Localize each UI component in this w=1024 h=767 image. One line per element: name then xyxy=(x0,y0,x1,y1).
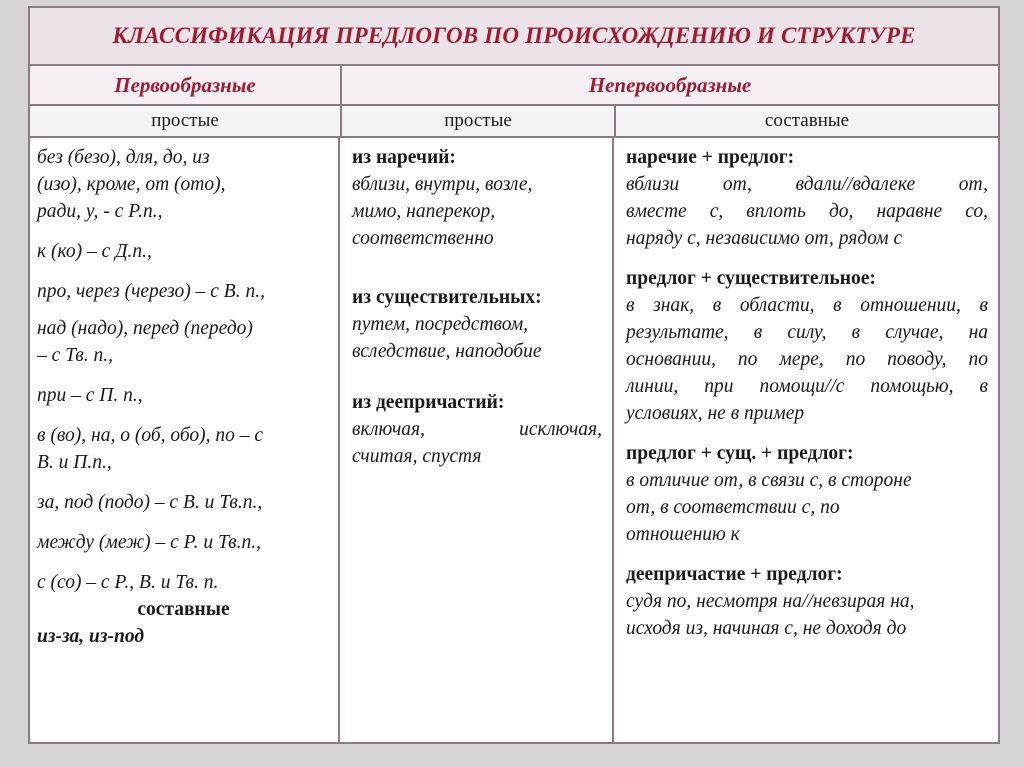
group2-heading: предлог + существительное: xyxy=(626,268,876,289)
column-primary xyxy=(30,138,340,742)
gerunds-line: включая, исключая, xyxy=(352,419,602,440)
nouns-line: путем, посредством, xyxy=(352,314,529,335)
primary-line: в (во), на, о (об, обо), по – с xyxy=(37,425,264,446)
compound-list: из-за, из-под xyxy=(37,626,145,647)
header-primary: Первообразные xyxy=(30,66,342,106)
group3-heading: предлог + сущ. + предлог: xyxy=(626,443,854,464)
compound-label: составные xyxy=(137,599,230,620)
adverbs-heading: из наречий: xyxy=(352,147,456,168)
primary-line: при – с П. п., xyxy=(37,385,143,406)
group2-line: результате, в силу, в случае, на xyxy=(626,322,988,343)
group2-line: основании, по мере, по поводу, по xyxy=(626,349,988,370)
subheader-nonprimary-compound: составные xyxy=(616,106,998,138)
group4-heading: деепричастие + предлог: xyxy=(626,564,843,585)
adverbs-line: соответственно xyxy=(352,228,494,249)
group4-line: исходя из, начиная с, не доходя до xyxy=(626,618,907,639)
group3-line: от, в соответствии с, по xyxy=(626,497,840,518)
group1-line: вместе с, вплоть до, наравне со, xyxy=(626,201,988,222)
header-nonprimary: Непервообразные xyxy=(342,66,998,106)
primary-line: (изо), кроме, от (ото), xyxy=(37,174,226,195)
subheader-primary-simple: простые xyxy=(30,106,342,138)
adverbs-line: мимо, наперекор, xyxy=(352,201,496,222)
primary-line: В. и П.п., xyxy=(37,452,112,473)
classification-table xyxy=(28,6,1000,744)
primary-line: между (меж) – с Р. и Тв.п., xyxy=(37,532,261,553)
group1-line: наряду с, независимо от, рядом с xyxy=(626,228,903,249)
column-nonprimary-simple xyxy=(342,138,614,742)
group2-line: линии, при помощи//с помощью, в xyxy=(626,376,988,397)
group3-line: в отличие от, в связи с, в стороне xyxy=(626,470,912,491)
primary-line: с (со) – с Р., В. и Тв. п. xyxy=(37,572,219,593)
nouns-heading: из существительных: xyxy=(352,287,542,308)
group2-line: условиях, не в пример xyxy=(626,403,805,424)
gerunds-line: считая, спустя xyxy=(352,446,482,467)
group4-line: судя по, несмотря на//невзирая на, xyxy=(626,591,915,612)
primary-line: без (безо), для, до, из xyxy=(37,147,210,168)
primary-line: к (ко) – с Д.п., xyxy=(37,241,152,262)
subheader-nonprimary-simple: простые xyxy=(342,106,616,138)
table-title: КЛАССИФИКАЦИЯ ПРЕДЛОГОВ ПО ПРОИСХОЖДЕНИЮ И СТРУКТУРЕ xyxy=(30,8,998,66)
primary-line: над (надо), перед (передо) xyxy=(37,318,253,339)
group3-line: отношению к xyxy=(626,524,740,545)
group2-line: в знак, в области, в отношении, в xyxy=(626,295,988,316)
primary-line: – с Тв. п., xyxy=(37,345,114,366)
primary-line: за, под (подо) – с В. и Тв.п., xyxy=(37,492,263,513)
primary-line: про, через (черезо) – с В. п., xyxy=(37,281,265,302)
group1-heading: наречие + предлог: xyxy=(626,147,795,168)
column-nonprimary-compound xyxy=(616,138,998,742)
adverbs-line: вблизи, внутри, возле, xyxy=(352,174,533,195)
group1-line: вблизи от, вдали//вдалеке от, xyxy=(626,174,988,195)
gerunds-heading: из деепричастий: xyxy=(352,392,505,413)
nouns-line: вследствие, наподобие xyxy=(352,341,542,362)
primary-line: ради, у, - с Р.п., xyxy=(37,201,163,222)
